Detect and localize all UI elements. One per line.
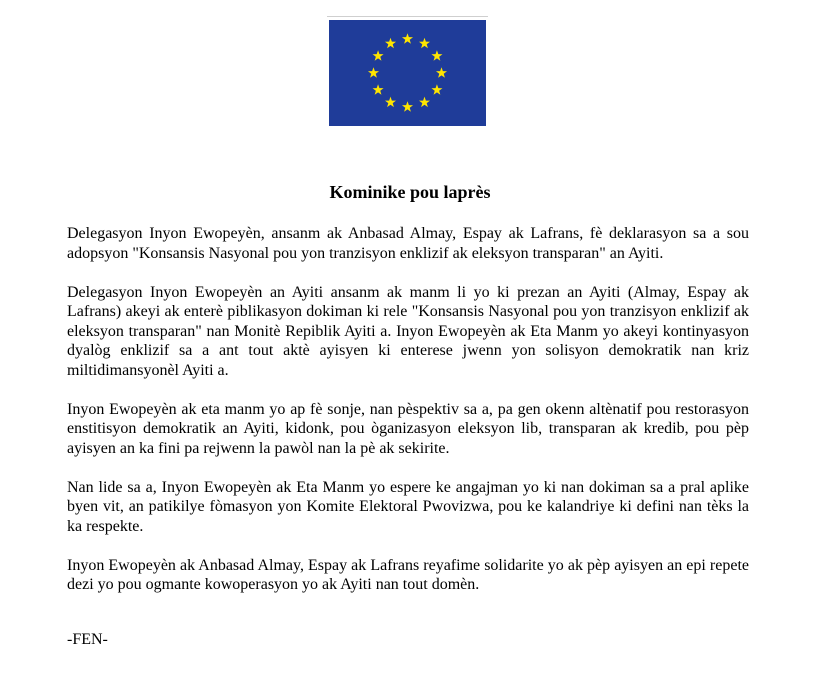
paragraph-2: Delegasyon Inyon Ewopeyèn an Ayiti ansanm ak manm li yo ki prezan an Ayiti (Almay, Espay ak Lafrans) akeyi ak enterè piblikasyon dokiman ki rele "Konsansis Nasyonal pou yon tranzisyon enklizif ak eleksyon transparan" nan Monitè Repiblik Ayiti a. Inyon Ewopeyèn ak Eta Manm yo akeyi kontinyasyon dyalòg enklizif sa a ant tout aktè ayisyen ki enterese jwenn yon solisyon demokratik nan kriz miltidimansyonèl Ayiti a. <box>67 283 749 379</box>
document-body <box>67 224 749 614</box>
signoff: -FEN- <box>67 631 108 648</box>
paragraph-1: Delegasyon Inyon Ewopeyèn, ansanm ak Anbasad Almay, Espay ak Lafrans, fè deklarasyon sa a sou adopsyon "Konsansis Nasyonal pou yon tranzisyon enklizif ak eleksyon transparan" an Ayiti. <box>67 225 749 262</box>
header-rule <box>327 16 488 17</box>
paragraph-5: Inyon Ewopeyèn ak Anbasad Almay, Espay ak Lafrans reyafime solidarite yo ak pèp ayisyen an epi repete dezi yo pou ogmante kowoperasyon yo ak Ayiti nan tout domèn. <box>67 556 749 593</box>
paragraph-4: Nan lide sa a, Inyon Ewopeyèn ak Eta Manm yo espere ke angajman yo ki nan dokiman sa a pral aplike byen vit, an patikilye fòmasyon yon Komite Elektoral Pwovizwa, pou ke kalandriye ki defini nan tèks la ka respekte. <box>67 478 749 535</box>
eu-flag-icon <box>329 20 486 126</box>
page-title: Kominike pou laprès <box>329 182 491 202</box>
paragraph-3: Inyon Ewopeyèn ak eta manm yo ap fè sonje, nan pèspektiv sa a, pa gen okenn altènatif pou restorasyon enstitisyon demokratik an Ayiti, kidonk, pou òganizasyon eleksyon lib, transparan ak kredib, pou pèp ayisyen an ka fini pa rejwenn la pawòl nan la pè ak sekirite. <box>67 400 749 457</box>
